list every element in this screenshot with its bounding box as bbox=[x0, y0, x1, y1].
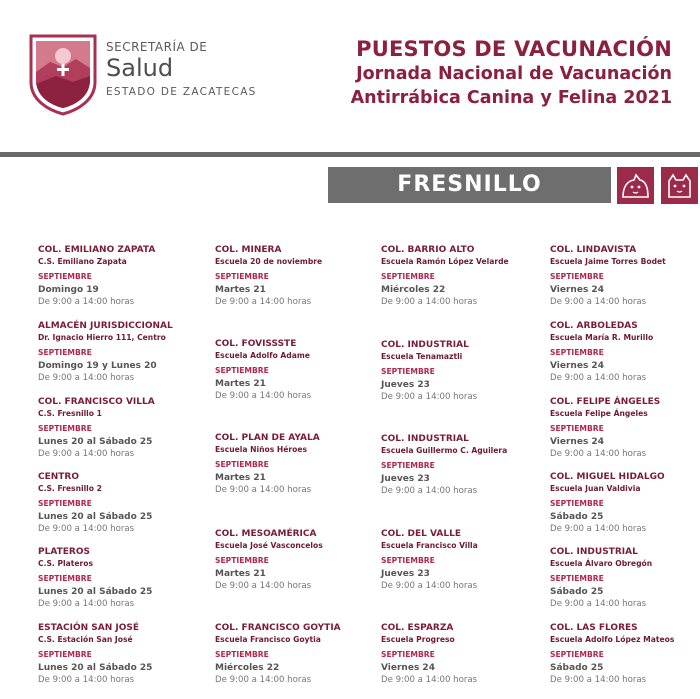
post-time: De 9:00 a 14:00 horas bbox=[550, 598, 647, 609]
vaccination-post bbox=[38, 244, 155, 308]
post-time: De 9:00 a 14:00 horas bbox=[38, 448, 135, 459]
logo-line3: ESTADO DE ZACATECAS bbox=[106, 86, 257, 98]
vaccination-post bbox=[381, 433, 507, 497]
post-month: SEPTIEMBRE bbox=[38, 650, 92, 660]
post-place: C.S. Fresnillo 1 bbox=[38, 409, 102, 419]
post-place: Escuela Niños Héroes bbox=[215, 445, 308, 455]
post-title: COL. EMILIANO ZAPATA bbox=[38, 245, 156, 255]
post-time: De 9:00 a 14:00 horas bbox=[38, 296, 135, 307]
post-day: Miércoles 22 bbox=[381, 284, 446, 295]
post-day: Sábado 25 bbox=[550, 662, 604, 673]
post-month: SEPTIEMBRE bbox=[38, 574, 92, 584]
post-day: Domingo 19 bbox=[38, 284, 99, 295]
post-time: De 9:00 a 14:00 horas bbox=[215, 390, 312, 401]
post-place: Escuela María R. Murillo bbox=[550, 333, 654, 343]
post-day: Jueves 23 bbox=[381, 568, 430, 579]
vaccination-post bbox=[38, 396, 155, 460]
post-place: Escuela Guillermo C. Aguilera bbox=[381, 446, 508, 456]
post-time: De 9:00 a 14:00 horas bbox=[381, 674, 478, 685]
post-time: De 9:00 a 14:00 horas bbox=[381, 580, 478, 591]
title-block bbox=[351, 36, 672, 110]
post-time: De 9:00 a 14:00 horas bbox=[38, 372, 135, 383]
page-title: PUESTOS DE VACUNACIÓN bbox=[356, 37, 672, 61]
post-place: Escuela 20 de noviembre bbox=[215, 257, 323, 267]
post-day: Martes 21 bbox=[215, 378, 266, 389]
vaccination-post bbox=[215, 338, 311, 402]
post-place: Escuela Francisco Goytia bbox=[215, 635, 321, 645]
post-place: Escuela Adolfo López Mateos bbox=[550, 635, 675, 645]
post-title: PLATEROS bbox=[38, 547, 90, 557]
post-time: De 9:00 a 14:00 horas bbox=[38, 598, 135, 609]
vaccination-post bbox=[550, 622, 674, 686]
vaccination-post bbox=[381, 528, 478, 592]
post-day: Domingo 19 y Lunes 20 bbox=[38, 360, 157, 371]
vaccination-post bbox=[550, 546, 652, 610]
post-time: De 9:00 a 14:00 horas bbox=[550, 674, 647, 685]
post-title: CENTRO bbox=[38, 472, 80, 482]
logo-text bbox=[106, 40, 257, 98]
post-title: COL. DEL VALLE bbox=[381, 529, 461, 539]
post-place: Escuela Juan Valdivia bbox=[550, 484, 641, 494]
post-month: SEPTIEMBRE bbox=[550, 574, 604, 584]
post-title: COL. PLAN DE AYALA bbox=[215, 433, 320, 443]
post-day: Lunes 20 al Sábado 25 bbox=[38, 436, 153, 447]
post-day: Miércoles 22 bbox=[215, 662, 280, 673]
post-month: SEPTIEMBRE bbox=[550, 650, 604, 660]
vaccination-post bbox=[38, 320, 173, 384]
post-day: Lunes 20 al Sábado 25 bbox=[38, 586, 153, 597]
post-month: SEPTIEMBRE bbox=[381, 367, 435, 377]
post-day: Martes 21 bbox=[215, 472, 266, 483]
post-time: De 9:00 a 14:00 horas bbox=[215, 484, 312, 495]
vaccination-post bbox=[215, 528, 323, 592]
logo-line2: Salud bbox=[106, 54, 174, 82]
post-place: C.S. Estación San José bbox=[38, 635, 133, 645]
post-place: C.S. Emiliano Zapata bbox=[38, 257, 127, 267]
post-day: Jueves 23 bbox=[381, 473, 430, 484]
vaccination-post bbox=[381, 339, 477, 403]
post-time: De 9:00 a 14:00 horas bbox=[550, 523, 647, 534]
post-title: COL. ESPARZA bbox=[381, 623, 454, 633]
post-place: Escuela Francisco Villa bbox=[381, 541, 478, 551]
post-place: Escuela Adolfo Adame bbox=[215, 351, 310, 361]
post-time: De 9:00 a 14:00 horas bbox=[381, 296, 478, 307]
vaccination-post bbox=[381, 244, 509, 308]
vaccination-post bbox=[38, 546, 152, 610]
post-place: C.S. Plateros bbox=[38, 559, 94, 569]
vaccination-post bbox=[381, 622, 477, 686]
post-time: De 9:00 a 14:00 horas bbox=[215, 580, 312, 591]
page-subtitle-1: Jornada Nacional de Vacunación bbox=[356, 64, 672, 84]
logo-line1: SECRETARÍA DE bbox=[106, 40, 208, 54]
post-month: SEPTIEMBRE bbox=[215, 556, 269, 566]
post-title: COL. INDUSTRIAL bbox=[550, 547, 638, 557]
post-time: De 9:00 a 14:00 horas bbox=[550, 448, 647, 459]
post-title: COL. LINDAVISTA bbox=[550, 245, 637, 255]
post-month: SEPTIEMBRE bbox=[381, 650, 435, 660]
post-day: Sábado 25 bbox=[550, 511, 604, 522]
post-day: Viernes 24 bbox=[381, 662, 435, 673]
post-day: Viernes 24 bbox=[550, 284, 604, 295]
post-place: C.S. Fresnillo 2 bbox=[38, 484, 102, 494]
post-month: SEPTIEMBRE bbox=[215, 272, 269, 282]
dog-icon bbox=[617, 167, 654, 204]
post-place: Escuela Álvaro Obregón bbox=[550, 559, 653, 569]
post-month: SEPTIEMBRE bbox=[38, 424, 92, 434]
post-time: De 9:00 a 14:00 horas bbox=[381, 485, 478, 496]
post-place: Escuela Ramón López Velarde bbox=[381, 257, 509, 267]
post-day: Viernes 24 bbox=[550, 360, 604, 371]
post-title: ESTACIÓN SAN JOSÉ bbox=[38, 623, 140, 633]
post-place: Escuela Jaime Torres Bodet bbox=[550, 257, 666, 267]
post-time: De 9:00 a 14:00 horas bbox=[215, 674, 312, 685]
post-day: Martes 21 bbox=[215, 568, 266, 579]
post-title: COL. INDUSTRIAL bbox=[381, 434, 469, 444]
post-month: SEPTIEMBRE bbox=[215, 650, 269, 660]
post-month: SEPTIEMBRE bbox=[381, 556, 435, 566]
post-title: COL. MESOAMÉRICA bbox=[215, 529, 317, 539]
post-title: COL. FRANCISCO VILLA bbox=[38, 397, 155, 407]
post-place: Escuela Progreso bbox=[381, 635, 455, 645]
city-banner: FRESNILLO bbox=[328, 167, 611, 203]
post-day: Lunes 20 al Sábado 25 bbox=[38, 662, 153, 673]
post-place: Dr. Ignacio Hierro 111, Centro bbox=[38, 333, 166, 343]
vaccination-post bbox=[550, 396, 660, 460]
vaccination-post bbox=[550, 320, 653, 384]
vaccination-post bbox=[38, 471, 152, 535]
post-day: Viernes 24 bbox=[550, 436, 604, 447]
post-day: Sábado 25 bbox=[550, 586, 604, 597]
post-time: De 9:00 a 14:00 horas bbox=[38, 523, 135, 534]
post-title: COL. FRANCISCO GOYTIA bbox=[215, 623, 341, 633]
post-place: Escuela José Vasconcelos bbox=[215, 541, 323, 551]
post-title: COL. MINERA bbox=[215, 245, 282, 255]
vaccination-post bbox=[38, 622, 152, 686]
post-time: De 9:00 a 14:00 horas bbox=[550, 372, 647, 383]
salud-shield-logo bbox=[28, 34, 98, 116]
post-time: De 9:00 a 14:00 horas bbox=[381, 391, 478, 402]
post-title: COL. FOVISSSTE bbox=[215, 339, 297, 349]
post-month: SEPTIEMBRE bbox=[550, 424, 604, 434]
post-title: COL. INDUSTRIAL bbox=[381, 340, 469, 350]
post-month: SEPTIEMBRE bbox=[550, 348, 604, 358]
post-month: SEPTIEMBRE bbox=[215, 366, 269, 376]
post-month: SEPTIEMBRE bbox=[38, 272, 92, 282]
vaccination-post bbox=[215, 244, 322, 308]
cat-icon bbox=[661, 167, 698, 204]
post-month: SEPTIEMBRE bbox=[38, 499, 92, 509]
post-time: De 9:00 a 14:00 horas bbox=[215, 296, 312, 307]
post-day: Lunes 20 al Sábado 25 bbox=[38, 511, 153, 522]
header-divider bbox=[0, 152, 700, 157]
post-place: Escuela Felipe Ángeles bbox=[550, 409, 648, 419]
post-title: COL. ARBOLEDAS bbox=[550, 321, 638, 331]
post-month: SEPTIEMBRE bbox=[550, 499, 604, 509]
post-title: COL. MIGUEL HIDALGO bbox=[550, 472, 665, 482]
vaccination-post bbox=[215, 622, 341, 686]
post-place: Escuela Tenamaztli bbox=[381, 352, 463, 362]
post-month: SEPTIEMBRE bbox=[381, 461, 435, 471]
post-title: ALMACÉN JURISDICCIONAL bbox=[38, 321, 173, 331]
page-subtitle-2: Antirrábica Canina y Felina 2021 bbox=[350, 88, 672, 108]
post-title: COL. BARRIO ALTO bbox=[381, 245, 475, 255]
vaccination-post bbox=[215, 432, 320, 496]
post-title: COL. FELIPE ÁNGELES bbox=[550, 397, 661, 407]
post-month: SEPTIEMBRE bbox=[381, 272, 435, 282]
post-time: De 9:00 a 14:00 horas bbox=[550, 296, 647, 307]
post-month: SEPTIEMBRE bbox=[550, 272, 604, 282]
post-day: Jueves 23 bbox=[381, 379, 430, 390]
post-day: Martes 21 bbox=[215, 284, 266, 295]
post-month: SEPTIEMBRE bbox=[215, 460, 269, 470]
vaccination-post bbox=[550, 244, 666, 308]
post-title: COL. LAS FLORES bbox=[550, 623, 638, 633]
post-month: SEPTIEMBRE bbox=[38, 348, 92, 358]
header bbox=[0, 0, 700, 152]
vaccination-post bbox=[550, 471, 665, 535]
post-time: De 9:00 a 14:00 horas bbox=[38, 674, 135, 685]
